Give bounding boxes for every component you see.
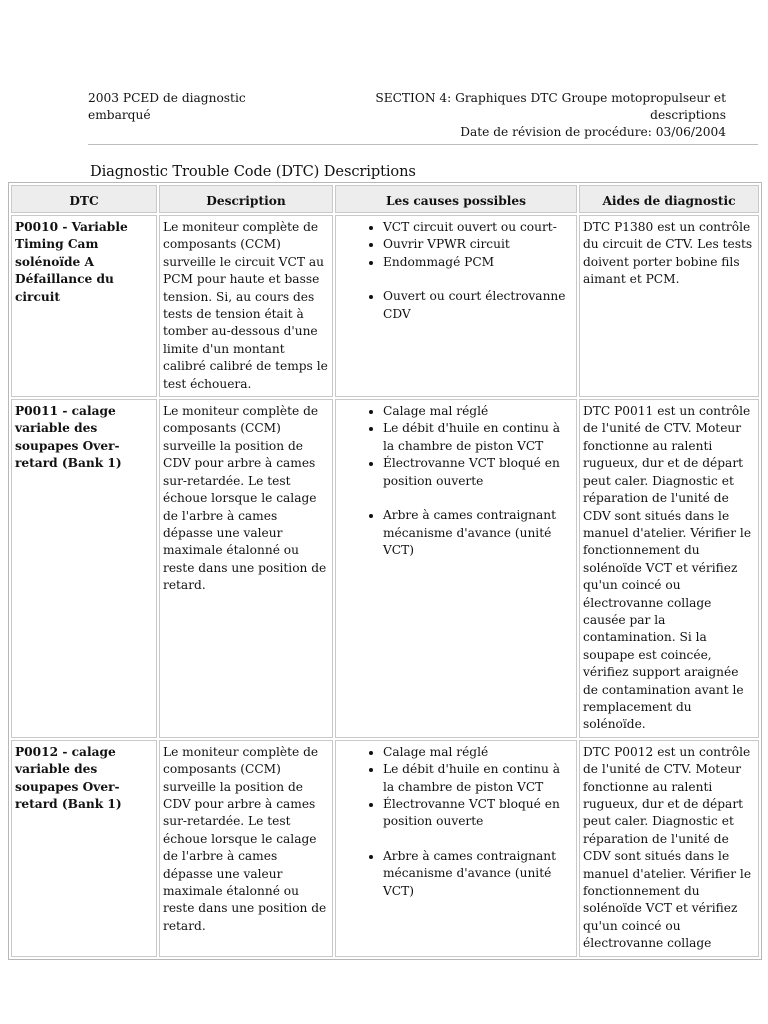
diagnostic-aids-cell: DTC P1380 est un contrôle du circuit de CTV. Les tests doivent porter bobine fils aimant et PCM. <box>579 215 759 397</box>
list-item: • Électrovanne VCT bloqué en position ouverte <box>383 796 573 831</box>
header-revision-date: Date de révision de procédure: 03/06/2004 <box>460 125 726 139</box>
list-item: • Le débit d'huile en continu à la chambre de piston VCT <box>383 420 573 455</box>
column-header-dtc: DTC <box>11 185 157 213</box>
dtc-code-cell: P0010 - Variable Timing Cam solénoïde A Défaillance du circuit <box>11 215 157 397</box>
dtc-code-cell: P0012 - calage variable des soupapes Over-retard (Bank 1) <box>11 740 157 957</box>
list-item: • Endommagé PCM <box>383 254 573 271</box>
page-title: Diagnostic Trouble Code (DTC) Descriptions <box>90 163 416 180</box>
header-section-title: SECTION 4: Graphiques DTC Groupe motopropulseur et descriptions <box>375 91 726 122</box>
list-item: • Électrovanne VCT bloqué en position ouverte <box>383 455 573 490</box>
description-cell: Le moniteur complète de composants (CCM) surveille la position de CDV pour arbre à cames sur-retardée. Le test échoue lorsque le calage de l'arbre à cames dépasse une valeur maximale étalonné ou reste dans une position de retard. <box>159 399 333 738</box>
list-item: • Ouvert ou court électrovanne CDV <box>383 288 573 323</box>
diagnostic-aids-cell: DTC P0011 est un contrôle de l'unité de CTV. Moteur fonctionne au ralenti rugueux, dur et de départ peut caler. Diagnostic et réparation de l'unité de CDV sont situés dans le manuel d'atelier. Vérifier le fonctionnement du solénoïde VCT et vérifiez qu'un coincé ou électrovanne collage causée par la contamination. Si la soupape est coincée, vérifiez support araignée de contamination avant le remplacement du solénoïde. <box>579 399 759 738</box>
table-row <box>11 740 759 957</box>
header-divider <box>88 144 758 145</box>
causes-list <box>339 403 573 559</box>
description-cell: Le moniteur complète de composants (CCM) surveille la position de CDV pour arbre à cames sur-retardée. Le test échoue lorsque le calage de l'arbre à cames dépasse une valeur maximale étalonné ou reste dans une position de retard. <box>159 740 333 957</box>
header-manual-title: 2003 PCED de diagnostic embarqué <box>88 91 246 122</box>
dtc-table <box>8 182 762 960</box>
dtc-code-cell: P0011 - calage variable des soupapes Over-retard (Bank 1) <box>11 399 157 738</box>
column-header-description: Description <box>159 185 333 213</box>
table-row <box>11 399 759 738</box>
list-item: • Le débit d'huile en continu à la chambre de piston VCT <box>383 761 573 796</box>
list-item: • Ouvrir VPWR circuit <box>383 236 573 253</box>
table-row <box>11 215 759 397</box>
causes-cell <box>335 215 577 397</box>
column-header-aids: Aides de diagnostic <box>579 185 759 213</box>
header-section-info <box>326 90 726 141</box>
list-item: • Calage mal réglé <box>383 403 573 420</box>
table-header-row <box>11 185 759 213</box>
list-item: • Calage mal réglé <box>383 744 573 761</box>
description-cell: Le moniteur complète de composants (CCM) surveille le circuit VCT au PCM pour haute et basse tension. Si, au cours des tests de tension était à tomber au-dessous d'une limite d'un montant calibré calibré de temps le test échouera. <box>159 215 333 397</box>
causes-cell <box>335 399 577 738</box>
causes-list <box>339 219 573 323</box>
diagnostic-aids-cell: DTC P0012 est un contrôle de l'unité de CTV. Moteur fonctionne au ralenti rugueux, dur et de départ peut caler. Diagnostic et réparation de l'unité de CDV sont situés dans le manuel d'atelier. Vérifier le fonctionnement du solénoïde VCT et vérifiez qu'un coincé ou électrovanne collage <box>579 740 759 957</box>
causes-list <box>339 744 573 900</box>
causes-cell <box>335 740 577 957</box>
list-item: • VCT circuit ouvert ou court- <box>383 219 573 236</box>
column-header-causes: Les causes possibles <box>335 185 577 213</box>
list-item: • Arbre à cames contraignant mécanisme d'avance (unité VCT) <box>383 507 573 559</box>
list-item: • Arbre à cames contraignant mécanisme d'avance (unité VCT) <box>383 848 573 900</box>
